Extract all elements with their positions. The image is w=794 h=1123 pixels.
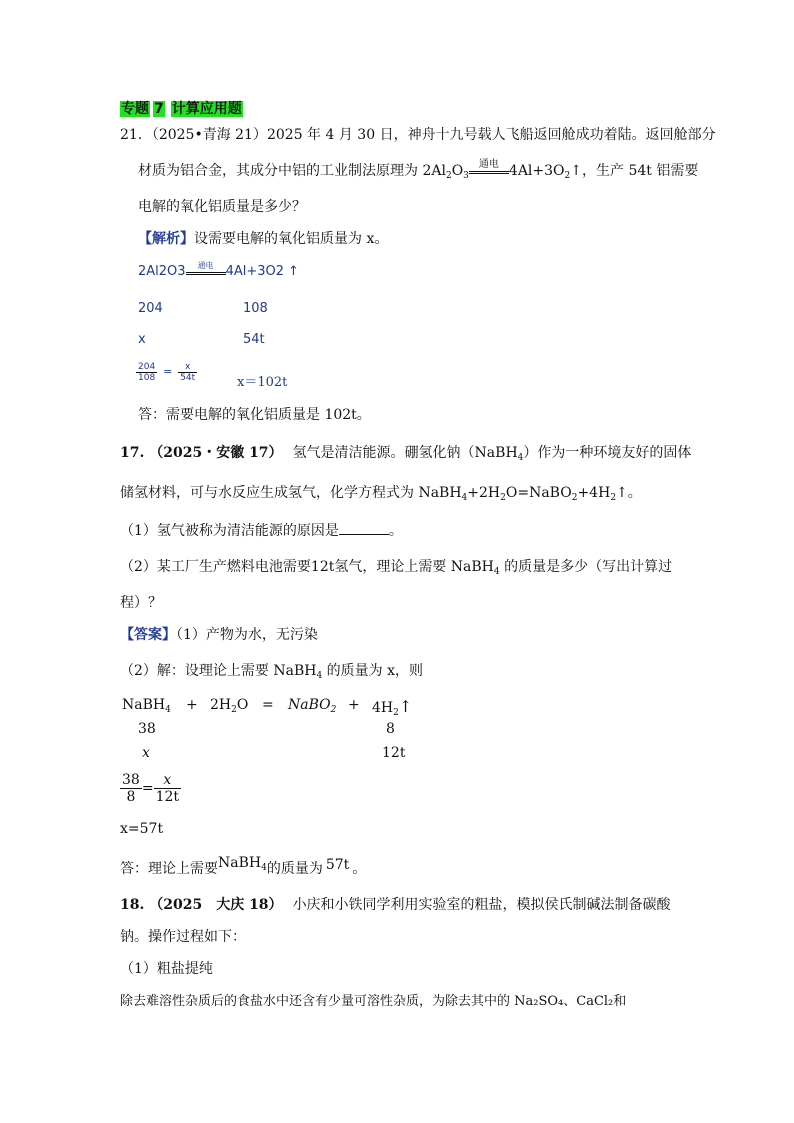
q21-frac1-den: 108 (138, 373, 156, 383)
q21-eq-right: 4Al+3O2 (225, 264, 285, 279)
q21-sub3: 2 (564, 171, 571, 181)
q17-eq-nabo-sub: 2 (330, 705, 337, 715)
q17-sub1 (120, 520, 403, 540)
q17-sub2-line2: 程）？ (120, 595, 162, 611)
q17-line1 (120, 442, 691, 462)
q17-final-answer (120, 855, 367, 878)
q17-line2 (120, 482, 642, 502)
q17-eq-h2o (210, 697, 248, 713)
q17-line2-sub3: 2 (571, 493, 578, 503)
topic-prefix: 专题 (121, 101, 149, 117)
q21-mass2: 108 (243, 301, 268, 316)
q17-mass1: 38 (138, 721, 156, 737)
q21-o: O (451, 163, 464, 179)
q17-sub2-sub: 4 (493, 567, 500, 577)
topic-header (120, 98, 243, 118)
q21-condition-bar (469, 171, 509, 174)
q21-line2-pre: 材质为铝合金，其成分中铝的工业制法原理为 (138, 163, 423, 179)
q18-line3: 除去难溶性杂质后的食盐水中还含有少量可溶性杂质，为除去其中的 Na₂SO₄、CaCl₂和 (120, 994, 627, 1009)
q17-sub2-text: （2）某工厂生产燃料电池需要12t氢气，理论上需要 NaBH (120, 559, 494, 575)
q21-line1-text: 2025 年 4 月 30 日，神舟十九号载人飞船返回舱成功着陆。返回舱部分 (266, 127, 716, 143)
q17-eq-nabo-text: NaBO (288, 697, 331, 713)
q21-analysis (138, 228, 388, 248)
q17-line2-mid1: +2H (467, 485, 501, 501)
q18-sub1: （1）粗盐提纯 (120, 961, 213, 977)
q17-eq-h2o-o: O (236, 697, 249, 713)
q18-line2: 钠。操作过程如下： (120, 929, 246, 945)
q17-sub1-post: 。 (388, 523, 403, 539)
q17-eq-plus2: + (348, 697, 360, 713)
q17-answer-2-sub: 4 (316, 671, 323, 681)
q21-result: x＝102t (237, 375, 288, 390)
q21-line1 (120, 124, 716, 144)
q17-line2-mid2: O=NaBO (505, 485, 572, 501)
q17-final-pre: 答：理论上需要 (120, 861, 218, 877)
q21-product: 4Al+3O (508, 163, 565, 179)
q17-mass2: 8 (386, 721, 395, 737)
q17-frac2-num: x (154, 772, 181, 789)
q17-answer-1 (120, 624, 318, 644)
q17-answer-2 (120, 660, 423, 680)
q17-final-val: 57t (325, 857, 350, 873)
q17-eq-h2o-text: 2H (210, 697, 232, 713)
q21-condition-text: 通电 (478, 159, 499, 170)
q21-frac1 (136, 362, 157, 383)
q17-line2-mid3: +4H (577, 485, 611, 501)
q17-eq-h2 (372, 697, 412, 716)
q17-source: 17. （2025・安徽 17） (120, 445, 283, 461)
q17-line1-post: ）作为一种环境友好的固体 (523, 445, 692, 461)
q17-line2-pre: 储氢材料，可与水反应生成氢气，化学方程式为 NaBH (120, 485, 462, 501)
q17-sub1-text: （1）氢气被称为清洁能源的原因是 (120, 523, 339, 539)
q21-eq-condition-text: 通电 (197, 261, 214, 270)
q17-line2-sub1: 4 (461, 493, 468, 503)
q17-final-post: 。 (352, 861, 367, 877)
q21-line2-post: ，生产 54t 铝需要 (582, 163, 699, 179)
q21-condition (469, 160, 509, 174)
q21-frac2-den: 54t (180, 373, 196, 383)
q17-frac1-num: 38 (122, 772, 140, 788)
q17-sub2-post: 的质量是多少（写出计算过 (499, 559, 673, 575)
q17-var1: x (142, 745, 150, 761)
q17-eq-h2-sub: 2 (393, 708, 399, 718)
q21-proportion (136, 362, 197, 383)
q21-frac-eq: = (163, 365, 173, 378)
q17-eq-nabh (122, 697, 171, 713)
q21-mass1: 204 (138, 301, 163, 316)
q17-frac-eq: = (141, 780, 154, 797)
q17-line2-post: ↑。 (616, 485, 642, 501)
q17-final-sub: 4 (261, 863, 267, 873)
q17-line1-text: 氢气是清洁能源。硼氢化钠（NaBH (292, 445, 518, 461)
q17-line2-sub2: 2 (500, 493, 506, 503)
q17-eq-equal: = (262, 697, 274, 713)
q21-source: 21．（2025•青海 21） (120, 127, 267, 143)
q17-sub2 (120, 556, 672, 576)
q17-answer-1-text: （1）产物为水，无污染 (176, 627, 318, 643)
q21-var2: 54t (243, 332, 265, 347)
q17-eq-nabh-text: NaBH (122, 697, 166, 713)
q21-eq-condition-bar (186, 272, 226, 275)
q21-frac2 (178, 362, 197, 383)
q17-eq-plus1: + (186, 697, 198, 713)
q17-eq-up: ↑ (398, 697, 413, 716)
q17-answer-2-pre: （2）解：设理论上需要 NaBH (120, 663, 317, 679)
q21-equation (138, 261, 299, 282)
q17-line2-sub4: 2 (610, 493, 617, 503)
q21-analysis-text: 设需要电解的氧化铝质量为 x。 (194, 231, 389, 247)
q17-final-nabh: NaBH (218, 855, 262, 871)
q21-line2 (138, 160, 698, 182)
q21-sub1: 2 (445, 171, 452, 181)
q21-answer: 答：需要电解的氧化铝质量是 102t。 (138, 407, 371, 423)
q21-arrow: ↑ (570, 163, 582, 179)
q18-source: 18. （2025 大庆 18） (120, 897, 283, 913)
q21-reactant: 2Al (422, 163, 446, 179)
q17-frac2-den: 12t (155, 789, 180, 805)
q17-answer-blank[interactable] (339, 522, 389, 535)
q21-frac1-num: 204 (138, 362, 156, 372)
q21-line3: 电解的氧化铝质量是多少？ (138, 199, 306, 215)
q18-line1-text: 小庆和小铁同学利用实验室的粗盐，模拟侯氏制碱法制备碳酸 (292, 897, 671, 913)
q17-eq-nabo (288, 697, 336, 713)
q21-analysis-label: 【解析】 (138, 231, 194, 247)
q21-frac2-num: x (178, 362, 197, 373)
q17-frac1 (120, 772, 142, 805)
q17-proportion (120, 772, 181, 805)
q17-line1-sub: 4 (517, 453, 524, 463)
q17-answer-label: 【答案】 (120, 627, 176, 643)
q17-result: x=57t (120, 821, 164, 837)
q17-frac2 (154, 772, 181, 805)
q21-eq-arrow: ↑ (288, 264, 299, 279)
q21-var1: x (138, 332, 146, 347)
q17-final-mid: 的质量为 (266, 861, 323, 877)
q17-eq-h2o-sub: 2 (231, 705, 237, 715)
q17-answer-2-post: 的质量为 x，则 (322, 663, 423, 679)
q17-frac1-den: 8 (126, 789, 136, 805)
topic-title: 计算应用题 (171, 101, 242, 117)
q17-var2: 12t (382, 745, 406, 761)
q18-line1 (120, 894, 671, 914)
topic-number: 7 (154, 101, 164, 117)
q17-eq-h2-text: 4H (372, 700, 394, 716)
q21-eq-condition (186, 261, 226, 275)
q21-sub2: 3 (463, 171, 469, 181)
q17-eq-nabh-sub: 4 (165, 705, 171, 715)
q21-eq-left: 2Al2O3 (138, 264, 186, 279)
